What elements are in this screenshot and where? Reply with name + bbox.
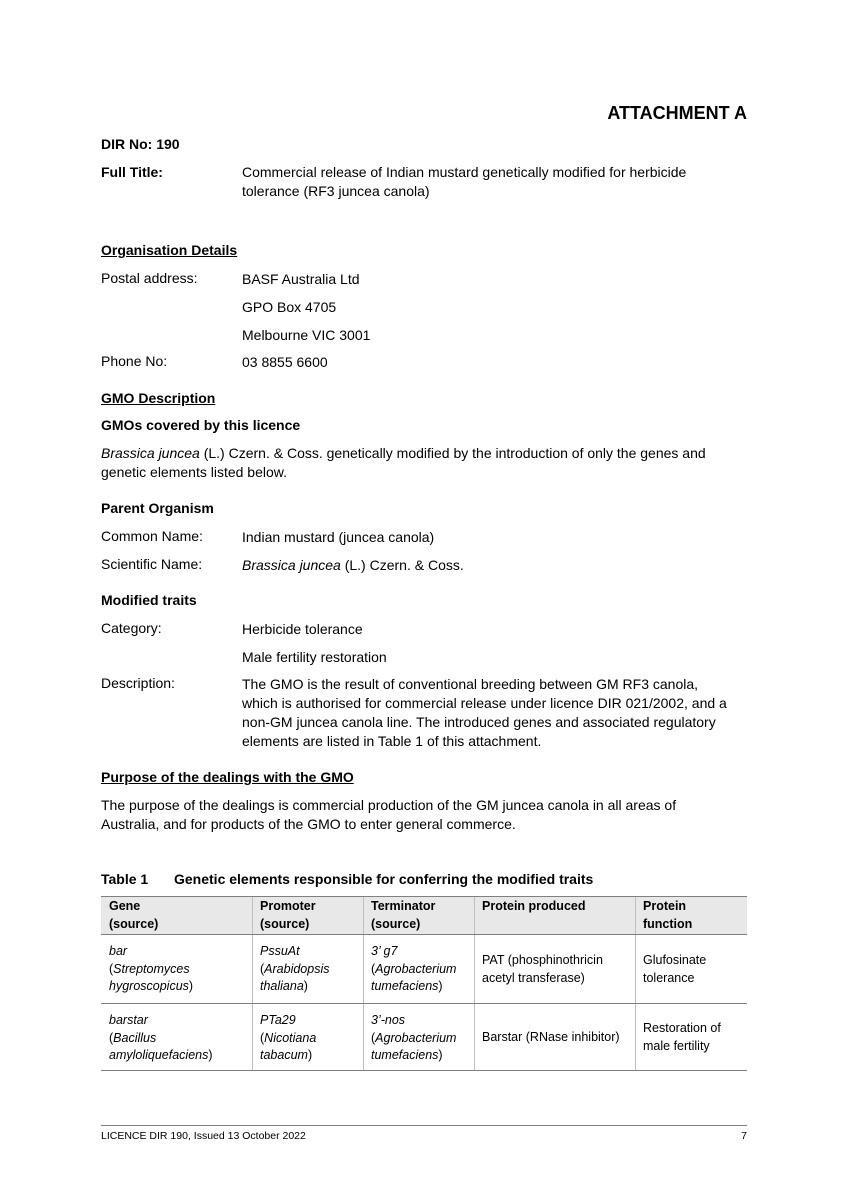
full-title-label: Full Title: [101, 164, 163, 180]
description-text [242, 675, 752, 751]
full-title-line: Commercial release of Indian mustard genetically modified for herbicide [242, 164, 687, 180]
species-name: Brassica juncea [242, 557, 341, 573]
description-label: Description: [101, 675, 175, 691]
category-value: Herbicide tolerance [242, 621, 363, 637]
table-header-cell: Protein function [643, 899, 693, 931]
table-row [101, 1004, 747, 1071]
phone-value: 03 8855 6600 [242, 354, 328, 370]
gmos-covered-line: (L.) Czern. & Coss. genetically modified by the introduction of only the genes and [199, 445, 706, 461]
table-number: Table 1 [101, 871, 149, 887]
table-caption [101, 871, 593, 887]
table-header-cell: Promoter (source) [260, 899, 316, 931]
description-line: which is authorised for commercial release under licence DIR 021/2002, and a [242, 695, 727, 711]
terminator-cell: 3’-nos (Agrobacterium tumefaciens) [371, 1013, 457, 1062]
gene-cell: barstar (Bacillus amyloliquefaciens) [109, 1013, 213, 1062]
protein-cell: PAT (phosphinothricin acetyl transferase) [482, 953, 603, 985]
gmos-covered-text [101, 444, 741, 482]
gmos-covered-heading: GMOs covered by this licence [101, 417, 301, 433]
function-cell: Glufosinate tolerance [643, 953, 707, 985]
terminator-cell: 3’ g7 (Agrobacterium tumefaciens) [371, 944, 457, 993]
phone-label: Phone No: [101, 353, 168, 369]
description-line: The GMO is the result of conventional breeding between GM RF3 canola, [242, 676, 699, 692]
category-label: Category: [101, 620, 162, 636]
gmos-covered-line: genetic elements listed below. [101, 464, 287, 480]
purpose-line: The purpose of the dealings is commercial production of the GM juncea canola in all areas of [101, 797, 677, 813]
table-row [101, 935, 747, 1004]
full-title-line: tolerance (RF3 juncea canola) [242, 183, 430, 199]
postal-address-line: BASF Australia Ltd [242, 271, 360, 287]
description-line: elements are listed in Table 1 of this attachment. [242, 733, 542, 749]
common-name-label: Common Name: [101, 528, 203, 544]
gene-cell: bar (Streptomyces hygroscopicus) [109, 944, 194, 993]
parent-organism-heading: Parent Organism [101, 500, 214, 516]
organisation-heading: Organisation Details [101, 242, 238, 258]
purpose-heading: Purpose of the dealings with the GMO [101, 769, 354, 785]
common-name-value: Indian mustard (juncea canola) [242, 529, 435, 545]
promoter-cell: PTa29 (Nicotiana tabacum) [260, 1013, 317, 1062]
purpose-text [101, 796, 741, 834]
authority-text: (L.) Czern. & Coss. [340, 557, 464, 573]
dir-number: DIR No: 190 [101, 136, 180, 152]
modified-traits-heading: Modified traits [101, 592, 197, 608]
protein-cell: Barstar (RNase inhibitor) [482, 1030, 620, 1044]
table-header-cell: Gene (source) [109, 899, 159, 931]
postal-address-line: GPO Box 4705 [242, 299, 337, 315]
footer-licence: LICENCE DIR 190, Issued 13 October 2022 [101, 1130, 306, 1142]
table-header-cell: Protein produced [482, 899, 586, 913]
table-header-row [101, 896, 747, 935]
purpose-line: Australia, and for products of the GMO to enter general commerce. [101, 816, 516, 832]
full-title-value [242, 163, 752, 201]
postal-address-label: Postal address: [101, 270, 198, 286]
genetic-elements-table [101, 896, 747, 1071]
function-cell: Restoration of male fertility [643, 1021, 721, 1053]
page-number: 7 [741, 1130, 747, 1142]
table-title: Genetic elements responsible for conferring the modified traits [174, 871, 594, 887]
table-header-cell: Terminator (source) [371, 899, 436, 931]
postal-address-line: Melbourne VIC 3001 [242, 327, 371, 343]
attachment-title: ATTACHMENT A [607, 103, 747, 123]
scientific-name-label: Scientific Name: [101, 556, 203, 572]
promoter-cell: PssuAt (Arabidopsis thaliana) [260, 944, 330, 993]
description-line: non-GM juncea canola line. The introduced genes and associated regulatory [242, 714, 716, 730]
gmo-description-heading: GMO Description [101, 390, 216, 406]
footer-divider [101, 1125, 747, 1126]
category-value: Male fertility restoration [242, 649, 387, 665]
species-name: Brassica juncea [101, 445, 200, 461]
scientific-name-value [242, 556, 752, 575]
